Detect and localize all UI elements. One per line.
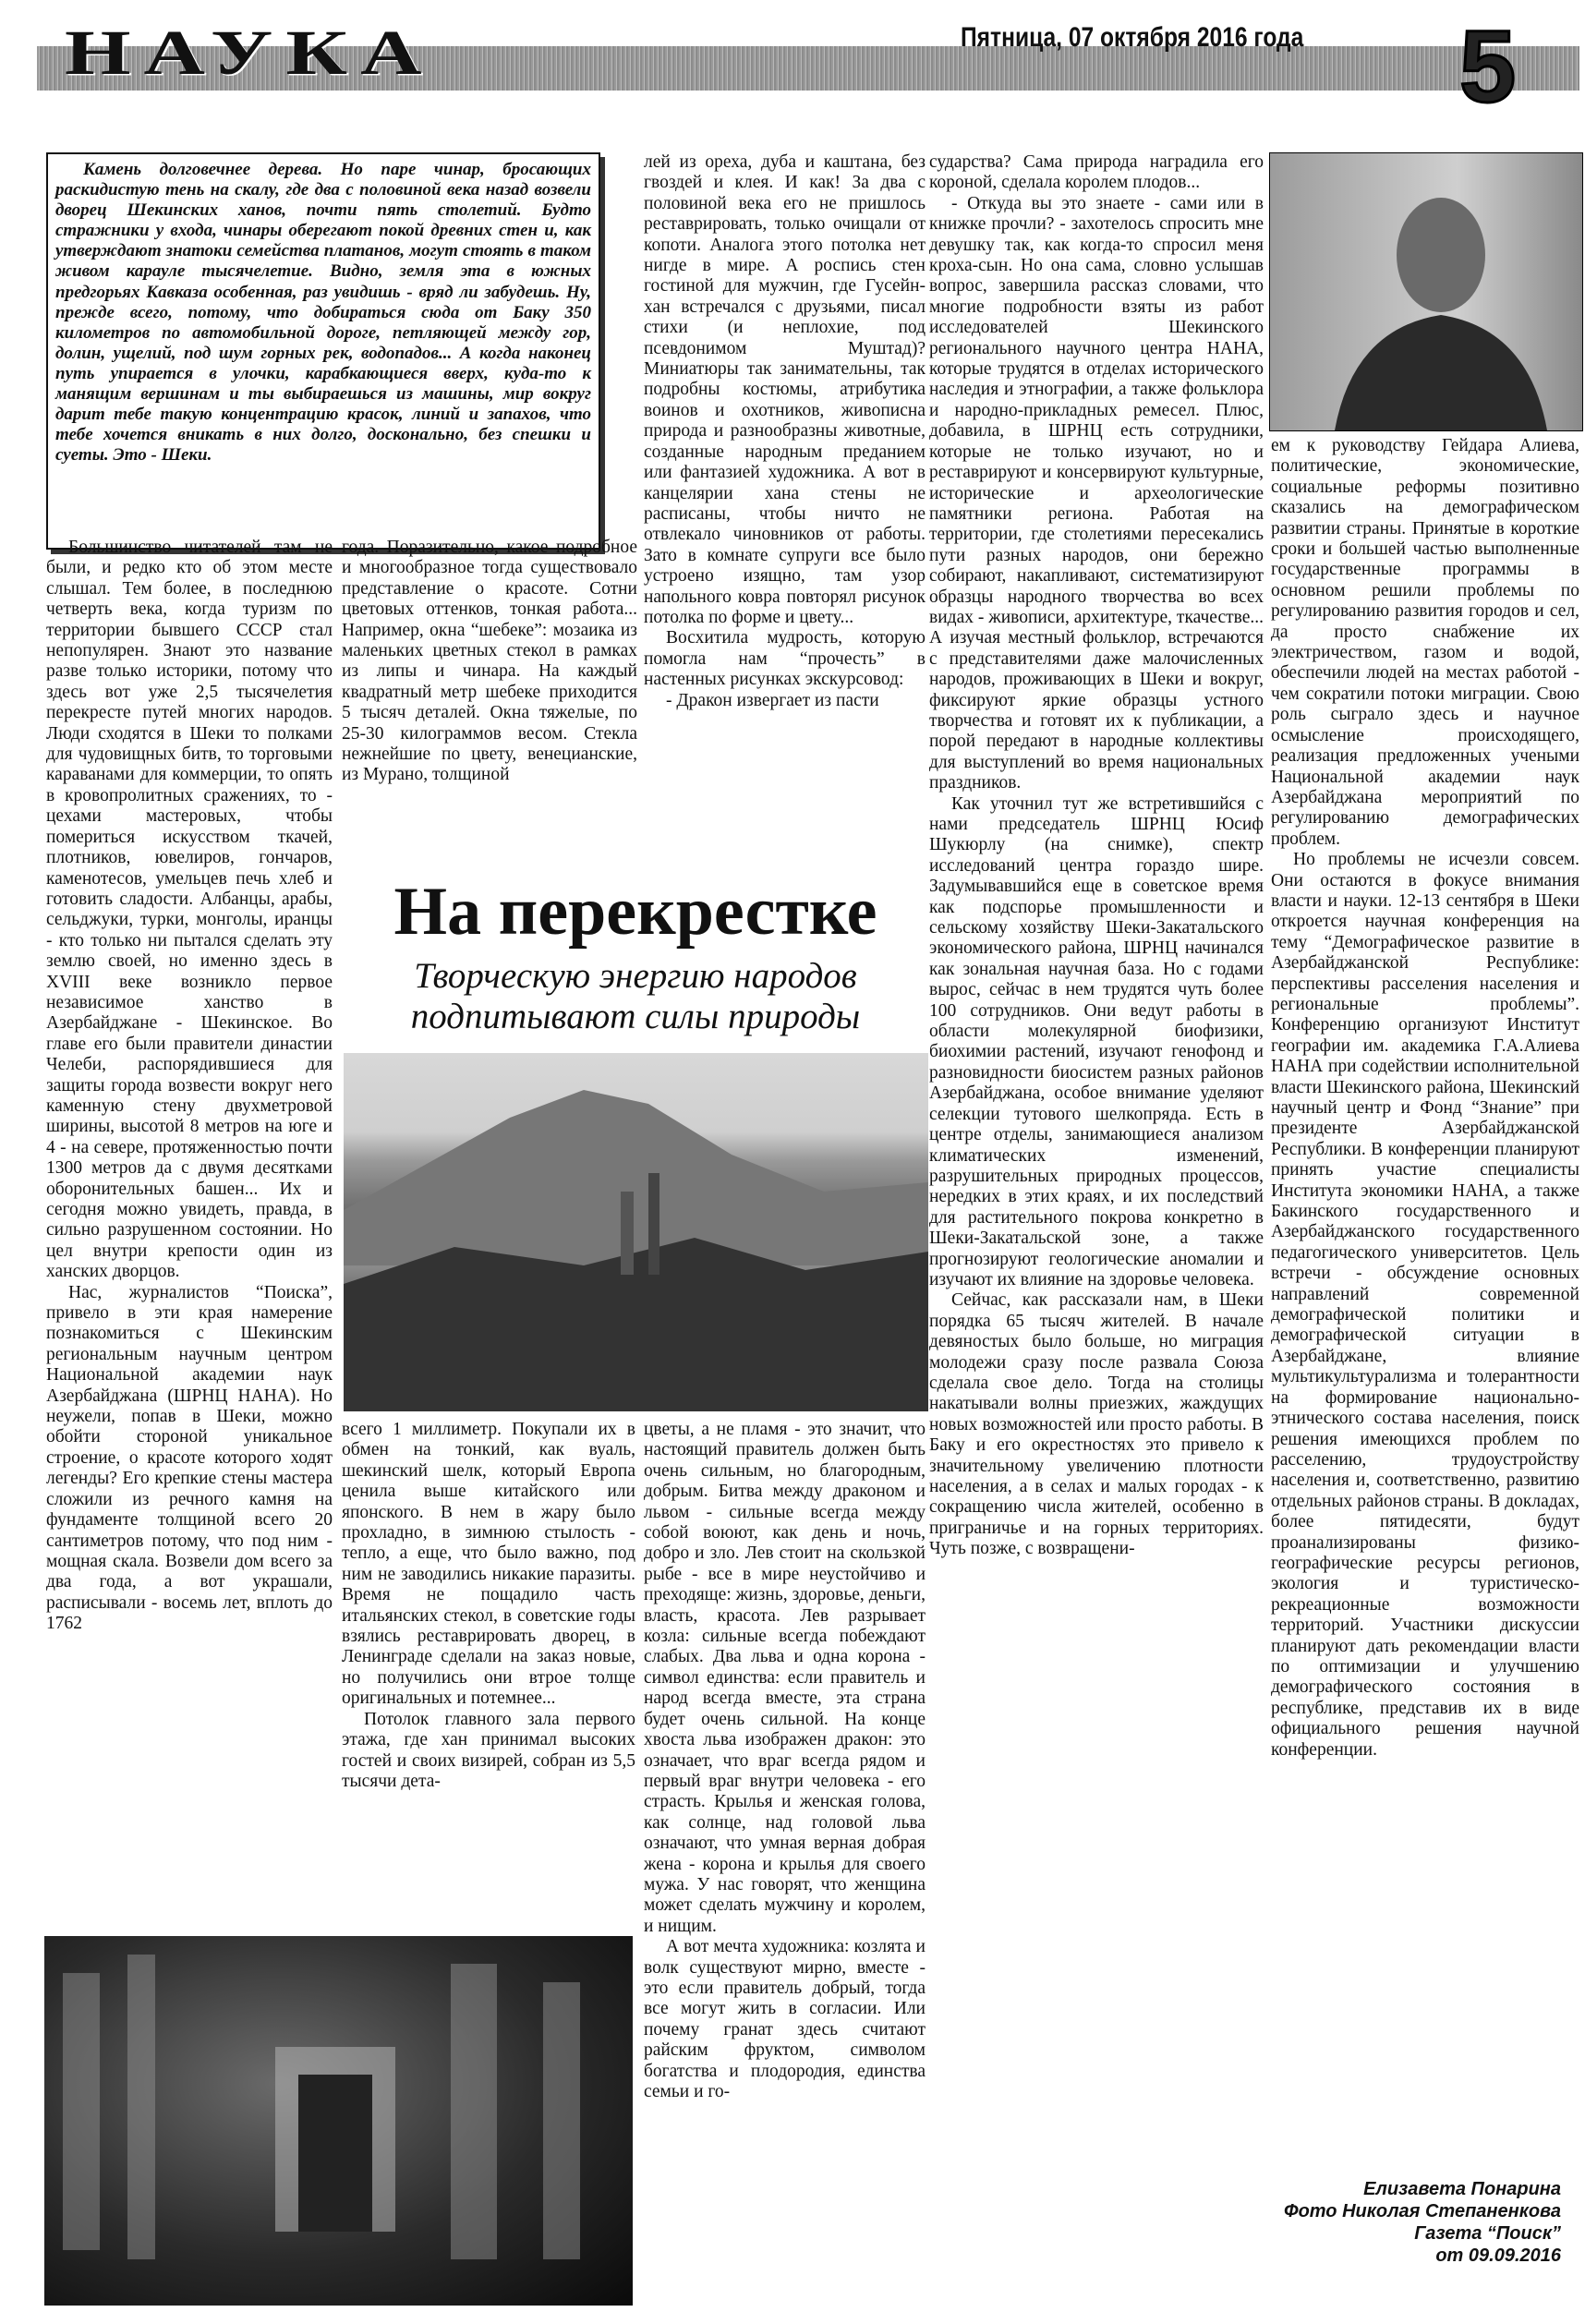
- column-2-bottom: [342, 1420, 635, 1930]
- column-4: [929, 152, 1264, 2305]
- column-3-top: [644, 152, 926, 865]
- paragraph: Восхитила мудрость, которую помогла нам “прочесть” в настенных рисунках экскурсовод:: [644, 628, 926, 690]
- mountain-town-photo: [344, 1053, 928, 1411]
- paragraph: лей из ореха, дуба и каштана, без гвоздей и клея. И как! За два с половиной века его не пришлось реставрировать, только очищали от копоти. Аналога этого потолка нет нигде в мире. А роспись стен гостиной для мужчин, где Гусейн-хан встречался с друзьями, писал стихи (и неплохие, под псевдонимом Муштад)? Миниатюры так занимательны, так подробны костюмы, атрибутика воинов и охотников, живописна природа и разнообразны животные, созданные народным преданием или фантазией художника. А вот в канцелярии хана стены не расписаны, чтобы ничто не отвлекало чиновников от работы. Зато в комнате супруги все было устроено изящно, там узор напольного ковра повторял рисунок потолка по форме и цвету...: [644, 152, 926, 627]
- paragraph: Сейчас, как рассказали нам, в Шеки порядка 65 тысяч жителей. В начале девяностых было больше, но миграция молодежи сразу после развала Союза сделала свое дело. Тогда на столицы накатывали волны приезжих, жаждущих новых возможностей или просто работы. В Баку и его окрестностях это привело к значительному увеличению плотности населения, а в селах и малых городах - к сокращению числа жителей, особенно в приграничье и на горных территориях. Чуть позже, с возвращени-: [929, 1290, 1264, 1559]
- paragraph: ем к руководству Гейдара Алиева, политические, экономические, социальные реформы позитивно сказались на демографическом развитии страны. Принятые в короткие сроки и большей частью выполненные государственные программы в основном решили проблемы по регулированию развития городов и сел, да просто снабжение их электричеством, газом и водой, обеспечили людей на местах работой - чем сократили потоки миграции. Свою роль сыграло здесь и научное осмысление происходящего, реализация предложенных учеными Национальной академии наук Азербайджана мероприятий по регулированию демографических проблем.: [1271, 436, 1579, 849]
- photo-credit: Фото Николая Степаненкова: [1283, 2201, 1561, 2221]
- paragraph: всего 1 миллиметр. Покупали их в обмен на тонкий, как вуаль, шекинский шелк, который Европа ценила выше китайского или японского. В нем в жару было прохладно, в зимнюю стылость - тепло, а еще, что было важно, под ним не заводились никакие паразиты. Время не пощадило часть итальянских стекол, в советские годы взялись реставрировать дворец, в Ленинграде сделали на заказ новые, но получились они втрое толще оригинальных и потемнее...: [342, 1420, 635, 1709]
- source-date: от 09.09.2016: [1435, 2245, 1561, 2266]
- source-newspaper: Газета “Поиск”: [1414, 2223, 1561, 2244]
- column-1: [46, 538, 333, 1634]
- column-2-top: [342, 538, 637, 870]
- paragraph: Потолок главного зала первого этажа, где хан принимал высоких гостей и своих визирей, собран из 5,5 тысячи дета-: [342, 1709, 635, 1791]
- mountain-silhouette: [344, 1053, 928, 1411]
- paragraph: - Дракон извергает из пасти: [666, 690, 879, 710]
- article-subheadline: Творческую энергию народов подпитывают силы природы: [410, 956, 861, 1036]
- author-name: Елизавета Понарина: [1363, 2179, 1561, 2199]
- issue-date: Пятница, 07 октября 2016 года: [961, 22, 1304, 53]
- lead-text: Камень долговечнее дерева. Но паре чинар, бросающих раскидистую тень на скалу, где два с половиной века назад возвели дворец Шекинских ханов, почти пять столетий. Будто стражники у входа, чинары оберегают покой древних стен и, как утверждают знатоки семейства платанов, могут стоять в таком живом карауле тысячелетие. Видно, земля эта в южных предгорьях Кавказа особенная, раз увидишь - вряд ли забудешь. Ну, прежде всего, потому, что добираться сюда от Баку 350 километров по автомобильной дороге, петляющей между гор, долин, ущелий, под шум горных рек, водопадов... А когда наконец путь упирается в улочки, карабкающиеся вверх, куда-то к манящим вершинам и ты выбираешься из машины, мир вокруг дарит тебе такую концентрацию красок, линий и запахов, что тебе хочется вникать в них долго, досконально, без спешки и суеты. Это - Шеки.: [55, 160, 591, 466]
- column-3-bottom: [644, 1420, 926, 2293]
- paragraph: сударства? Сама природа наградила его короной, сделала королем плодов...: [929, 152, 1264, 193]
- paragraph: Нас, журналистов “Поиска”, привело в эти края намерение познакомиться с Шекинским региональным научным центром Национальной академии наук Азербайджана (ШРНЦ НАНА). Но неужели, попав в Шеки, можно обойти стороной уникальное строение, о красоте которого ходят легенды? Его крепкие стены мастера сложили из речного камня на фундаменте толщиной всего 20 сантиметров потому, что под ним - мощная скала. Возвели дом всего за два года, а вот украшали, расписывали - восемь лет, вплоть до 1762: [46, 1282, 333, 1634]
- paragraph: А вот мечта художника: козлята и волк существуют мирно, вместе - это если правитель добрый, тогда все могут жить в согласии. Или почему гранат здесь считают райским фруктом, символом богатства и плодородия, единства семьи и го-: [644, 1937, 926, 2101]
- palace-interior-photo: [44, 1936, 633, 2306]
- portrait-photo-yusif-shukyurlu: [1269, 152, 1583, 431]
- byline: [1275, 2178, 1561, 2267]
- paragraph: цветы, а не пламя - это значит, что настоящий правитель должен быть очень сильным, но благородным, добрым. Битва между драконом и львом - сильные всегда между собой воюют, как день и ночь, добро и зло. Лев стоит на скользкой рыбе - все в мире неустойчиво и преходяще: жизнь, здоровье, деньги, власть, красота. Лев разрывает козла: сильные всегда побеждают слабых. Два льва и одна корона - символ единства: если правитель и народ всегда вместе, эта страна будет очень сильной. На конце хвоста льва изображен дракон: это означает, что враг всегда рядом и первый враг внутри человека - его страсть. Крылья и женская голова, как солнце, над головой льва означают, что умная верная добрая жена - корона и крылья для своего мужа. У нас говорят, что женщина может сделать мужчину и королем, и нищим.: [644, 1420, 926, 1936]
- column-5: [1271, 436, 1579, 2173]
- paragraph: Большинство читателей там не были, и редко кто об этом месте слышал. Тем более, в последнюю четверть века, когда туризм по территории бывшего СССР стал непопулярен. Знают это название разве только историки, потому что здесь вот уже 2,5 тысячелетия перекресте путей многих народов. Люди сходятся в Шеки то полками для чудовищных битв, то торговыми караванами для коммерции, то опять в кровопролитных сражениях, то - цехами мастеровых, чтобы помериться искусством ткачей, плотников, ювелиров, гончаров, каменотесов, умельцев печь хлеб и готовить сладости. Албанцы, арабы, сельджуки, турки, монголы, иранцы - кто только ни пытался сделать эту землю своей, но именно здесь в XVIII веке возникло первое независимое ханство в Азербайджане - Шекинское. Во главе его были правители династии Челеби, распорядившиеся для защиты города возвести вокруг него каменную стену двухметровой ширины, высотой 8 метров на юге и 4 - на севере, протяженностью почти 1300 метров да с двумя десятками оборонительных башен... Их и сегодня можно увидеть, правда, в сильно разрушенном состоянии. Но цел внутри крепости один из ханских дворцов.: [46, 538, 333, 1282]
- page-number: 5: [1459, 10, 1517, 124]
- paragraph: Но проблемы не исчезли совсем. Они остаются в фокусе внимания власти и науки. 12-13 сентября в Шеки откроется научная конференция на тему “Демографическое развитие в Азербайджанской Республике: перспективы расселения населения и региональные проблемы”. Конференцию организуют Институт географии им. академика Г.А.Алиева НАНА при содействии исполнительной власти Шекинского района, Шекинский научный центр и Фонд “Знание” при президенте Азербайджанской Республики. В конференции планируют принять участие специалисты Института экономики НАНА, а также Бакинского государственного и Азербайджанского государственного педагогического университетов. Цель встречи - обсуждение основных направлений современной демографической политики и демографической ситуации в Азербайджане, влияние мультикультурализма и толерантности на формирование национально-этнического состава населения, поиск решения имеющихся проблем по расселению, трудоустройству населения и, соответственно, развитию отдельных районов страны. В докладах, более пятидесяти, будут проанализированы физико-географические ресурсы регионов, экология и туристическо-рекреационные возможности территорий. Участники дискуссии планируют дать рекомендации власти по оптимизации и улучшению демографического состояния в республике, представив их в виде официального решения научной конференции.: [1271, 850, 1579, 1760]
- paragraph: Как уточнил тут же встретившийся с нами председатель ШРНЦ Юсиф Шукюрлу (на снимке), спектр исследований центра гораздо шире. Задумывавшийся еще в советское время как подспорье промышленности и сельскому хозяйству Шеки-Закатальского экономического района, ШРНЦ начинался как зональная научная база. Но с годами вырос, сейчас в нем трудятся чуть более 100 сотрудников. Они ведут работы в области молекулярной биофизики, биохимии растений, изучают генофонд и разновидности биосистем разных районов Азербайджана, особое внимание уделяют селекции тутового шелкопряда. Есть в центре отделы, занимающиеся анализом климатических изменений, разрушительных природных процессов, нередких в этих краях, и их последствий для растительного покрова конкретно в Шеки-Закатальской зоне, а также прогнозируют геологические аномалии и изучают их влияние на здоровье человека.: [929, 793, 1264, 1289]
- paragraph: года. Поразительно, какое подробное и многообразное тогда существовало представление о красоте. Сотни цветовых оттенков, тонкая работа... Например, окна “шебеке”: мозаика из маленьких цветных стекол в рамках из липы и чинара. На каждый квадратный метр шебеке приходится 5 тысяч деталей. Окна тяжелые, по 25-30 килограммов весом. Стекла нежнейшие по цвету, венецианские, из Мурано, толщиной: [342, 538, 637, 785]
- lead-box: [46, 152, 600, 550]
- shebeke-window-pattern: [44, 1936, 633, 2306]
- portrait-figure: [1270, 153, 1582, 430]
- article-headline: На перекрестке: [393, 874, 877, 950]
- section-rubric: НАУКА: [65, 17, 435, 88]
- paragraph: - Откуда вы это знаете - сами или в книжке прочли? - захотелось спросить мне девушку так, как когда-то спросил меня кроха-сын. Но она сама, словно услышав вопрос, завершила рассказ словами, что многие подробности взяты из работ исследователей Шекинского регионального научного центра НАНА, которые трудятся в отделах исторического наследия и этнографии, а также фольклора и народно-прикладных ремесел. Плюс, добавила, в ШРНЦ есть сотрудники, которые не только изучают, но и реставрируют и консервируют культурные, исторические и археологические памятники региона. Работая на территории, где столетиями пересекались пути разных народов, они бережно собирают, накапливают, систематизируют образцы народного творчества во всех видах - живописи, архитектуре, ткачестве... А изучая местный фольклор, встречаются с представителями даже малочисленных народов, проживающих в Шеки и вокруг, фиксируют яркие образцы устного творчества и готовят их к публикации, а порой передают в народные коллективы для выступлений во время национальных праздников.: [929, 193, 1264, 793]
